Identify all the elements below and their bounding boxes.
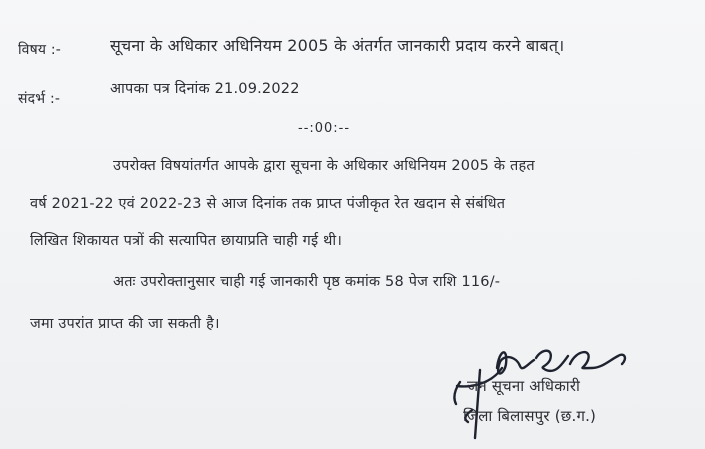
reference-label: संदर्भ :-	[18, 91, 61, 107]
reference-text: आपका पत्र दिनांक 21.09.2022	[110, 81, 300, 97]
subject-label: विषय :-	[18, 42, 62, 58]
paragraph1-line2: वर्ष 2021-22 एवं 2022-23 से आज दिनांक तक प्राप्त पंजीकृत रेत खदान से संबंधित	[30, 196, 506, 212]
officer-district: जिला बिलासपुर (छ.ग.)	[463, 407, 597, 425]
paragraph1-line1: उपरोक्त विषयांतर्गत आपके द्वारा सूचना के अधिकार अधिनियम 2005 के तहत	[113, 158, 535, 174]
paragraph1-line3: लिखित शिकायत पत्रों की सत्यापित छायाप्रति चाही गई थी।	[30, 233, 343, 249]
subject-text: सूचना के अधिकार अधिनियम 2005 के अंतर्गत जानकारी प्रदाय करने बाबत्।	[110, 36, 565, 55]
officer-designation: जन सूचना अधिकारी	[467, 377, 581, 395]
paragraph2-line1: अतः उपरोक्तानुसार चाही गई जानकारी पृष्ठ कमांक 58 पेज राशि 116/-	[113, 274, 501, 290]
separator: --:00:--	[298, 121, 351, 136]
paragraph2-line2: जमा उपरांत प्राप्त की जा सकती है।	[30, 316, 220, 332]
